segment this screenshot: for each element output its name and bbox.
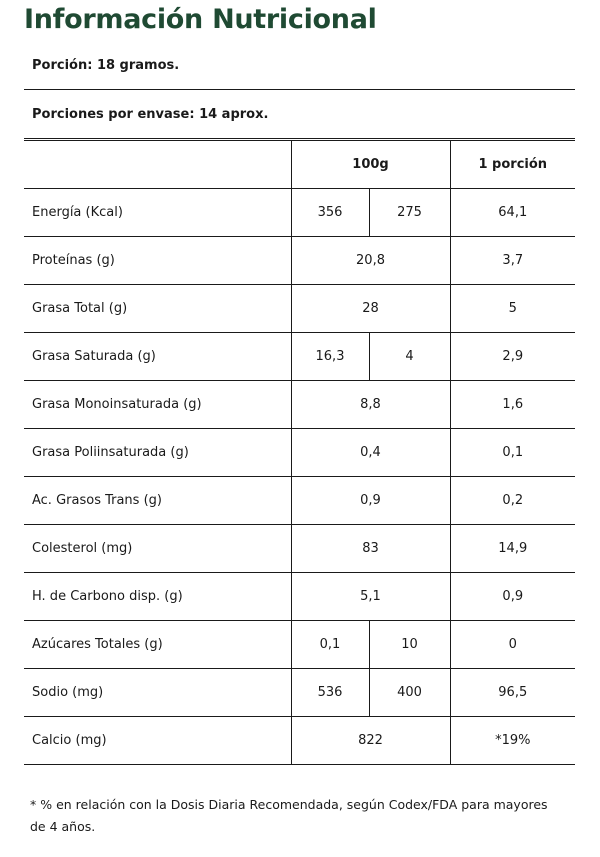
serving-size: Porción: 18 gramos. bbox=[24, 41, 575, 90]
page-title: Información Nutricional bbox=[24, 4, 377, 35]
nutrient-label: Azúcares Totales (g) bbox=[24, 621, 291, 669]
value-100g-b: 275 bbox=[369, 189, 450, 237]
nutrient-label: Colesterol (mg) bbox=[24, 525, 291, 573]
nutrient-label: Ac. Grasos Trans (g) bbox=[24, 477, 291, 525]
value-100g: 83 bbox=[291, 525, 450, 573]
value-100g: 0,9 bbox=[291, 477, 450, 525]
value-100g-a: 16,3 bbox=[291, 333, 369, 381]
value-serving: 0,1 bbox=[450, 429, 575, 477]
nutrient-label: Energía (Kcal) bbox=[24, 189, 291, 237]
value-100g: 20,8 bbox=[291, 237, 450, 285]
value-serving: 0 bbox=[450, 621, 575, 669]
nutrient-label: Grasa Saturada (g) bbox=[24, 333, 291, 381]
table-row bbox=[24, 285, 575, 333]
table-row bbox=[24, 717, 575, 765]
table-header-row bbox=[24, 141, 575, 189]
table-row bbox=[24, 573, 575, 621]
value-serving: 14,9 bbox=[450, 525, 575, 573]
value-serving: 3,7 bbox=[450, 237, 575, 285]
value-100g-a: 0,1 bbox=[291, 621, 369, 669]
table-row bbox=[24, 525, 575, 573]
table-row bbox=[24, 381, 575, 429]
value-100g-a: 536 bbox=[291, 669, 369, 717]
value-100g-a: 356 bbox=[291, 189, 369, 237]
nutrient-label: Sodio (mg) bbox=[24, 669, 291, 717]
value-serving: 2,9 bbox=[450, 333, 575, 381]
value-100g: 28 bbox=[291, 285, 450, 333]
value-serving: 5 bbox=[450, 285, 575, 333]
header-per-serving: 1 porción bbox=[450, 141, 575, 189]
table-row bbox=[24, 669, 575, 717]
nutrient-label: Calcio (mg) bbox=[24, 717, 291, 765]
value-100g: 822 bbox=[291, 717, 450, 765]
nutrition-table bbox=[24, 140, 575, 765]
value-serving: 64,1 bbox=[450, 189, 575, 237]
header-per-100g: 100g bbox=[291, 141, 450, 189]
table-row bbox=[24, 189, 575, 237]
value-serving: 96,5 bbox=[450, 669, 575, 717]
table-row bbox=[24, 621, 575, 669]
table-row bbox=[24, 429, 575, 477]
table-row bbox=[24, 237, 575, 285]
table-row bbox=[24, 477, 575, 525]
nutrient-label: Grasa Monoinsaturada (g) bbox=[24, 381, 291, 429]
value-serving: 0,2 bbox=[450, 477, 575, 525]
nutrient-label: Grasa Poliinsaturada (g) bbox=[24, 429, 291, 477]
footnote: * % en relación con la Dosis Diaria Recomendada, según Codex/FDA para mayores de 4 años. bbox=[30, 797, 548, 834]
table-row bbox=[24, 333, 575, 381]
nutrient-label: Grasa Total (g) bbox=[24, 285, 291, 333]
value-100g-b: 400 bbox=[369, 669, 450, 717]
value-serving: 1,6 bbox=[450, 381, 575, 429]
header-nutrient bbox=[24, 141, 291, 189]
value-100g-b: 4 bbox=[369, 333, 450, 381]
nutrient-label: Proteínas (g) bbox=[24, 237, 291, 285]
value-100g: 0,4 bbox=[291, 429, 450, 477]
value-100g: 8,8 bbox=[291, 381, 450, 429]
value-100g-b: 10 bbox=[369, 621, 450, 669]
servings-per-container: Porciones por envase: 14 aprox. bbox=[24, 90, 575, 139]
value-100g: 5,1 bbox=[291, 573, 450, 621]
nutrient-label: H. de Carbono disp. (g) bbox=[24, 573, 291, 621]
value-serving: 0,9 bbox=[450, 573, 575, 621]
value-serving: *19% bbox=[450, 717, 575, 765]
